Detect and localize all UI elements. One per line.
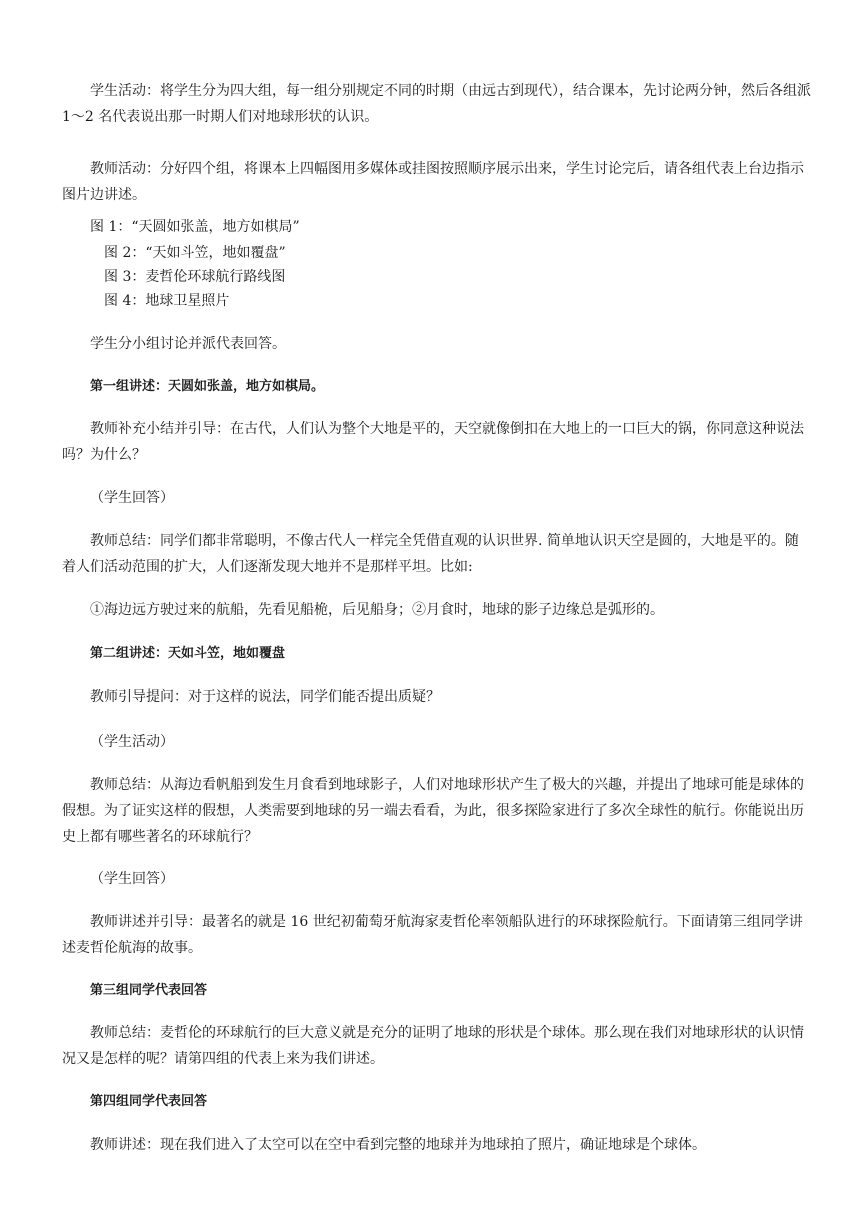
paragraph-group-discussion: 学生分小组讨论并派代表回答。: [90, 336, 286, 352]
paragraph-student-activity-2: （学生活动）: [90, 734, 174, 750]
paragraph-student-answer-1: （学生回答）: [90, 490, 174, 506]
paragraph-teacher-conclusion-1: 教师总结：同学们都非常聪明，不像古代人一样完全凭借直观的认识世界. 简单地认识天空是圆的，大地是平的。随着人们活动范围的扩大，人们逐渐发现大地并不是那样平坦。比如:: [62, 533, 799, 575]
heading-group-1: 第一组讲述：天圆如张盖，地方如棋局。: [90, 379, 325, 394]
heading-group-2: 第二组讲述：天如斗笠，地如覆盘: [90, 646, 286, 661]
paragraph-teacher-conclusion-2: 教师总结：从海边看帆船到发生月食看到地球影子，人们对地球形状产生了极大的兴趣，并提出了地球可能是球体的假想。为了证实这样的假想，人类需要到地球的另一端去看看，为此，很多探险家进行了多次全球性的航行。你能说出历史上都有哪些著名的环球航行？: [62, 777, 804, 845]
figure-caption-2: 图 2：“天如斗笠，地如覆盘”: [104, 245, 286, 261]
paragraph-teacher-narration: 教师讲述并引导：最著名的就是 16 世纪初葡萄牙航海家麦哲伦率领船队进行的环球探险航行。下面请第三组同学讲述麦哲伦航海的故事。: [62, 914, 803, 956]
figure-caption-4: 图 4：地球卫星照片: [104, 293, 230, 309]
paragraph-student-activity: 学生活动：将学生分为四大组，每一组分别规定不同的时期（由远古到现代），结合课本，先讨论两分钟，然后各组派 1～2 名代表说出那一时期人们对地球形状的认识。: [62, 83, 811, 125]
paragraph-teacher-activity: 教师活动：分好四个组，将课本上四幅图用多媒体或挂图按照顺序展示出来，学生讨论完后，请各组代表上台边指示图片边讲述。: [62, 161, 804, 203]
paragraph-teacher-final: 教师讲述：现在我们进入了太空可以在空中看到完整的地球并为地球拍了照片，确证地球是个球体。: [90, 1137, 706, 1153]
paragraph-teacher-question: 教师引导提问：对于这样的说法，同学们能否提出质疑？: [90, 689, 440, 705]
heading-group-3: 第三组同学代表回答: [90, 983, 208, 998]
paragraph-student-answer-2: （学生回答）: [90, 871, 174, 887]
paragraph-teacher-summary-1: 教师补充小结并引导：在古代，人们认为整个大地是平的，天空就像倒扣在大地上的一口巨大的锅，你同意这种说法吗？为什么？: [62, 421, 804, 463]
heading-group-4: 第四组同学代表回答: [90, 1094, 208, 1109]
figure-caption-1: 图 1：“天圆如张盖，地方如棋局”: [90, 219, 300, 235]
figure-caption-3: 图 3：麦哲伦环球航行路线图: [104, 269, 286, 285]
paragraph-examples: ①海边远方驶过来的航船，先看见船桅，后见船身；②月食时，地球的影子边缘总是弧形的。: [90, 602, 664, 618]
paragraph-teacher-conclusion-3: 教师总结：麦哲伦的环球航行的巨大意义就是充分的证明了地球的形状是个球体。那么现在我们对地球形状的认识情况又是怎样的呢？请第四组的代表上来为我们讲述。: [62, 1025, 804, 1067]
